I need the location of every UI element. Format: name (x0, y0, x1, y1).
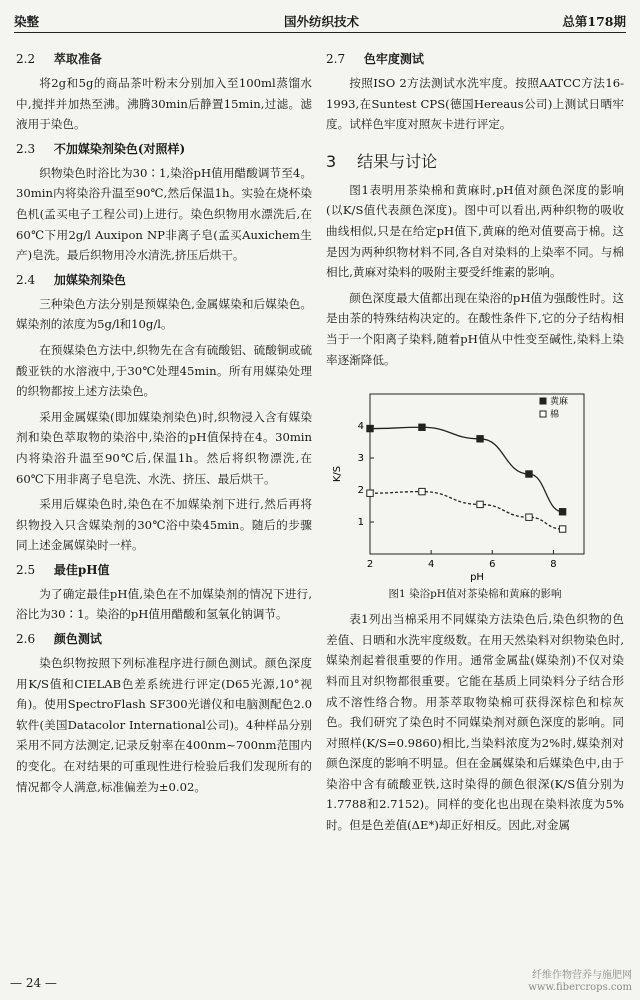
legend-marker (540, 398, 546, 404)
figure-caption: 图1 染浴pH值对茶染棉和黄麻的影响 (388, 588, 562, 601)
ph-ks-line-chart (326, 378, 624, 584)
y-axis-label: K/S (332, 465, 343, 483)
paragraph: 颜色深度最大值都出现在染浴的pH值为强酸性时。这是由茶的特殊结构决定的。在酸性条件下,它的分子结构相当于一个阳离子染料,随着pH值从中性变至碱性,染料上染率逐渐降低。 (326, 290, 624, 367)
section-number: 2.4 (16, 272, 36, 287)
data-point (367, 490, 373, 496)
running-header (14, 8, 626, 33)
header-journal: 国外纺织技术 (284, 14, 360, 29)
x-tick-label: 2 (366, 559, 374, 571)
data-point (559, 526, 565, 532)
watermark-url: www.fibercrops.com (528, 982, 632, 993)
data-point (419, 424, 425, 430)
data-point (477, 501, 483, 507)
data-point (526, 514, 532, 520)
x-tick-label: 8 (550, 559, 557, 571)
paragraph: 染色织物按照下列标准程序进行颜色测试。颜色深度用K/S值和CIELAB色差系统进行评定(D65光源,10°视角)。使用SpectroFlash SF300光谱仪和电脑测配色2.0软件(美国Datacolor International公司)。4种样品分别采用不同方法测定,记录反射率在400nm~700nm范围内的变化。在对结果的可重现性进行检验后我们发现所有的情况都令人满意,标准偏差为±0.02。 (16, 656, 312, 794)
paragraph: 图1表明用茶染棉和黄麻时,pH值对颜色深度的影响(以K/S值代表颜色深度)。图中可以看出,两种织物的吸收曲线相似,只是在给定pH值下,黄麻的绝对值要高于棉。这是因为两种织物材料不同,各自对染料的上染率不同。与棉相比,黄麻对染料的吸附主要受纤维素的影响。 (326, 182, 624, 280)
section-heading-2-3 (16, 140, 312, 157)
section-title: 加媒染剂染色 (53, 272, 126, 287)
section-heading-2-4 (16, 271, 312, 288)
section-heading-2-6 (16, 630, 312, 647)
section-title: 最佳pH值 (53, 562, 110, 577)
data-point (367, 425, 373, 431)
section-number: 2.6 (16, 632, 36, 647)
section-heading-3 (326, 149, 624, 172)
paragraph: 表1列出当棉采用不同媒染方法染色后,染色织物的色差值、日晒和水洗牢度级数。在用天然染料对织物染色时,媒染剂起着很重要的作用。通常金属盐(媒染剂)不仅对染料而且对织物都很重要。它能在基质上同染料分子结合形成不溶性络合物。用茶萃取物染棉可获得深棕色和棕灰色。我们研究了染色时不同媒染剂对颜色深度的影响。同对照样(K/S=0.9860)相比,当染料浓度为2%时,媒染剂对颜色深度的影响不明显。但在金属媒染和后媒染色中,由于染浴中含有硫酸亚铁,这时染得的颜色很深(K/S值分别为1.7788和2.7152)。同样的变化也出现在染料浓度为5%时。但是色差值(ΔE*)却正好相反。因此,对金属 (326, 612, 624, 833)
section-heading-2-7 (326, 50, 624, 67)
paragraph: 三种染色方法分别是预媒染色,金属媒染和后媒染色。媒染剂的浓度为5g/l和10g/l。 (16, 296, 312, 332)
page-number: — 24 — (10, 976, 57, 990)
x-axis-label: pH (470, 572, 484, 584)
paragraph: 采用金属媒染(即加媒染剂染色)时,织物浸入含有媒染剂和染色萃取物的染浴中,染浴的pH值保持在4。30min内将染浴升温至90℃后,保温1h。然后将织物漂洗,在60℃下用非离子皂皂洗、水洗、挤压、最后烘干。 (16, 409, 312, 486)
section-number: 2.2 (16, 52, 36, 66)
right-column (326, 50, 624, 841)
section-heading-2-2 (16, 50, 312, 67)
section-title: 色牢度测试 (363, 52, 424, 66)
paragraph: 织物染色时浴比为30∶1,染浴pH值用醋酸调节至4。30min内将染浴升温至90℃,然后保温1h。实验在烧杯染色机(孟买电子工程公司)上进行。染色织物用水漂洗后,在60℃下用2g/l Auxipon NP非离子皂(孟买Auxichem生产)皂洗。最后织物用冷水清洗,挤压后烘干。 (16, 165, 312, 263)
series-line (370, 492, 563, 529)
section-number: 2.3 (16, 141, 36, 156)
section-number: 2.7 (326, 52, 346, 66)
y-tick-label: 2 (357, 485, 364, 497)
paragraph: 将2g和5g的商品茶叶粉末分别加入至100ml蒸馏水中,搅拌并加热至沸。沸腾30min后静置15min,过滤。滤液用于染色。 (16, 76, 312, 132)
x-tick-label: 6 (489, 559, 496, 571)
paragraph: 按照ISO 2方法测试水洗牢度。按照AATCC方法16-1993,在Suntest CPS(德国Hereaus公司)上测试日晒牢度。试样色牢度对照灰卡进行评定。 (326, 76, 624, 132)
section-number: 3 (326, 151, 337, 171)
section-number: 2.5 (16, 562, 36, 577)
watermark-line: 纤维作物营养与施肥网 (532, 970, 632, 981)
paragraph: 为了确定最佳pH值,染色在不加媒染剂的情况下进行,浴比为30∶1。染浴的pH值用醋酸和氢氧化钠调节。 (16, 586, 312, 622)
section-title: 萃取准备 (53, 52, 102, 66)
y-tick-label: 1 (357, 517, 364, 529)
y-tick-label: 4 (357, 421, 364, 433)
legend-label: 棉 (550, 410, 560, 421)
legend-label: 黄麻 (550, 397, 569, 408)
data-point (559, 509, 565, 515)
section-title: 颜色测试 (53, 632, 102, 647)
section-heading-2-5 (16, 561, 312, 578)
y-tick-label: 3 (357, 453, 364, 465)
series-line (370, 427, 563, 511)
section-title: 不加媒染剂染色(对照样) (53, 141, 186, 156)
data-point (526, 471, 532, 477)
header-section: 染整 (14, 14, 40, 29)
x-tick-label: 4 (427, 559, 435, 571)
section-title: 结果与讨论 (357, 151, 438, 171)
figure-1 (326, 378, 624, 584)
data-point (477, 436, 483, 442)
left-column (16, 50, 312, 802)
header-issue: 总第178期 (562, 14, 626, 29)
data-point (419, 489, 425, 495)
paragraph: 在预媒染色方法中,织物先在含有硫酸铝、硫酸铜或硫酸亚铁的水溶液中,于30℃处理45min。所有用媒染处理的织物都按上述方法染色。 (16, 342, 312, 399)
paragraph: 采用后媒染色时,染色在不加媒染剂下进行,然后再将织物投入只含媒染剂的30℃浴中染45min。随后的步骤同上述金属媒染时一样。 (16, 497, 312, 553)
watermark (528, 970, 632, 994)
legend-marker (540, 411, 546, 417)
